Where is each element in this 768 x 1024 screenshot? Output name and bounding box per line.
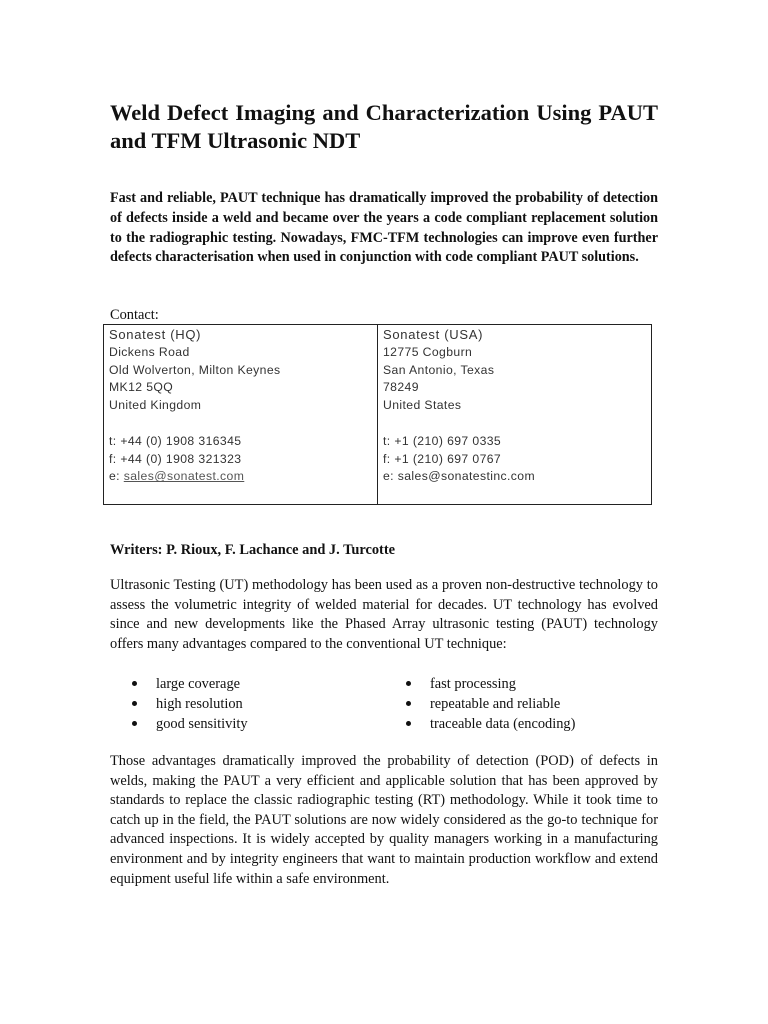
list-item-text: good sensitivity — [156, 716, 248, 732]
list-item — [130, 714, 404, 734]
contact-usa — [378, 325, 651, 504]
bullet-icon — [406, 721, 411, 726]
hq-address-line: Dickens Road — [109, 344, 190, 359]
spacer — [383, 415, 651, 433]
hq-fax: f: +44 (0) 1908 321323 — [109, 451, 242, 466]
list-item — [130, 694, 404, 714]
list-item-text: large coverage — [156, 676, 241, 692]
hq-email-prefix: e: — [109, 469, 124, 484]
usa-email-line: e: sales@sonatestinc.com — [383, 469, 536, 484]
document-title: Weld Defect Imaging and Characterization Using PAUT and TFM Ultrasonic NDT — [110, 100, 658, 153]
contact-table — [103, 324, 652, 505]
list-item-text: traceable data (encoding) — [430, 716, 576, 732]
bullet-icon — [132, 681, 137, 686]
bullet-icon — [406, 701, 411, 706]
body-paragraph-2: Those advantages dramatically improved the probability of detection (POD) of defects in welds, making the PAUT a very efficient and applicable solution that has been approved by standards to replace the classic radiographic testing (RT) methodology. While it took time to catch up in the field, the PAUT solutions are now widely considered as the go-to technique for advanced inspections. It is widely accepted by quality managers working in a manufacturing environment and by integrity engineers that want to maintain production workflow and extend equipment useful life within a safe environment. — [110, 753, 658, 887]
list-item — [404, 694, 658, 714]
writers-line: Writers: P. Rioux, F. Lachance and J. Turcotte — [110, 542, 396, 558]
usa-address-line: San Antonio, Texas — [383, 362, 495, 377]
hq-email-link[interactable]: sales@sonatest.com — [123, 469, 245, 484]
list-item-text: high resolution — [156, 696, 243, 712]
body-paragraph-1: Ultrasonic Testing (UT) methodology has been used as a proven non-destructive technology to assess the volumetric integrity of welded material for decades. UT technology has evolved since and new developments like the Phased Array ultrasonic testing (PAUT) technology offers many advantages compared to the conventional UT technique: — [110, 577, 658, 652]
usa-address-line: 78249 — [383, 380, 419, 395]
hq-address-line: MK12 5QQ — [109, 380, 174, 395]
list-item — [404, 674, 658, 694]
usa-name: Sonatest (USA) — [383, 327, 484, 342]
usa-phone: t: +1 (210) 697 0335 — [383, 433, 502, 448]
hq-address-line: United Kingdom — [109, 398, 202, 413]
list-item — [404, 714, 658, 734]
contact-hq — [104, 325, 378, 504]
usa-fax: f: +1 (210) 697 0767 — [383, 451, 502, 466]
bullet-icon — [132, 701, 137, 706]
list-item-text: fast processing — [430, 676, 516, 692]
hq-name: Sonatest (HQ) — [109, 327, 202, 342]
bullet-icon — [406, 681, 411, 686]
hq-address-line: Old Wolverton, Milton Keynes — [109, 362, 281, 377]
hq-email-line — [109, 468, 377, 486]
usa-address-line: United States — [383, 398, 462, 413]
intro-paragraph: Fast and reliable, PAUT technique has dramatically improved the probability of detection of defects inside a weld and became over the years a code compliant replacement solution to the radiographic testing. Nowadays, FMC-TFM technologies can improve even further defects characterisation when used in conjunction with code compliant PAUT solutions. — [110, 190, 658, 266]
bullet-icon — [132, 721, 137, 726]
list-item — [130, 674, 404, 694]
hq-phone: t: +44 (0) 1908 316345 — [109, 433, 242, 448]
usa-address-line: 12775 Cogburn — [383, 344, 473, 359]
advantages-list — [130, 674, 658, 734]
contact-label: Contact: — [110, 307, 159, 323]
spacer — [109, 415, 377, 433]
list-item-text: repeatable and reliable — [430, 696, 561, 712]
